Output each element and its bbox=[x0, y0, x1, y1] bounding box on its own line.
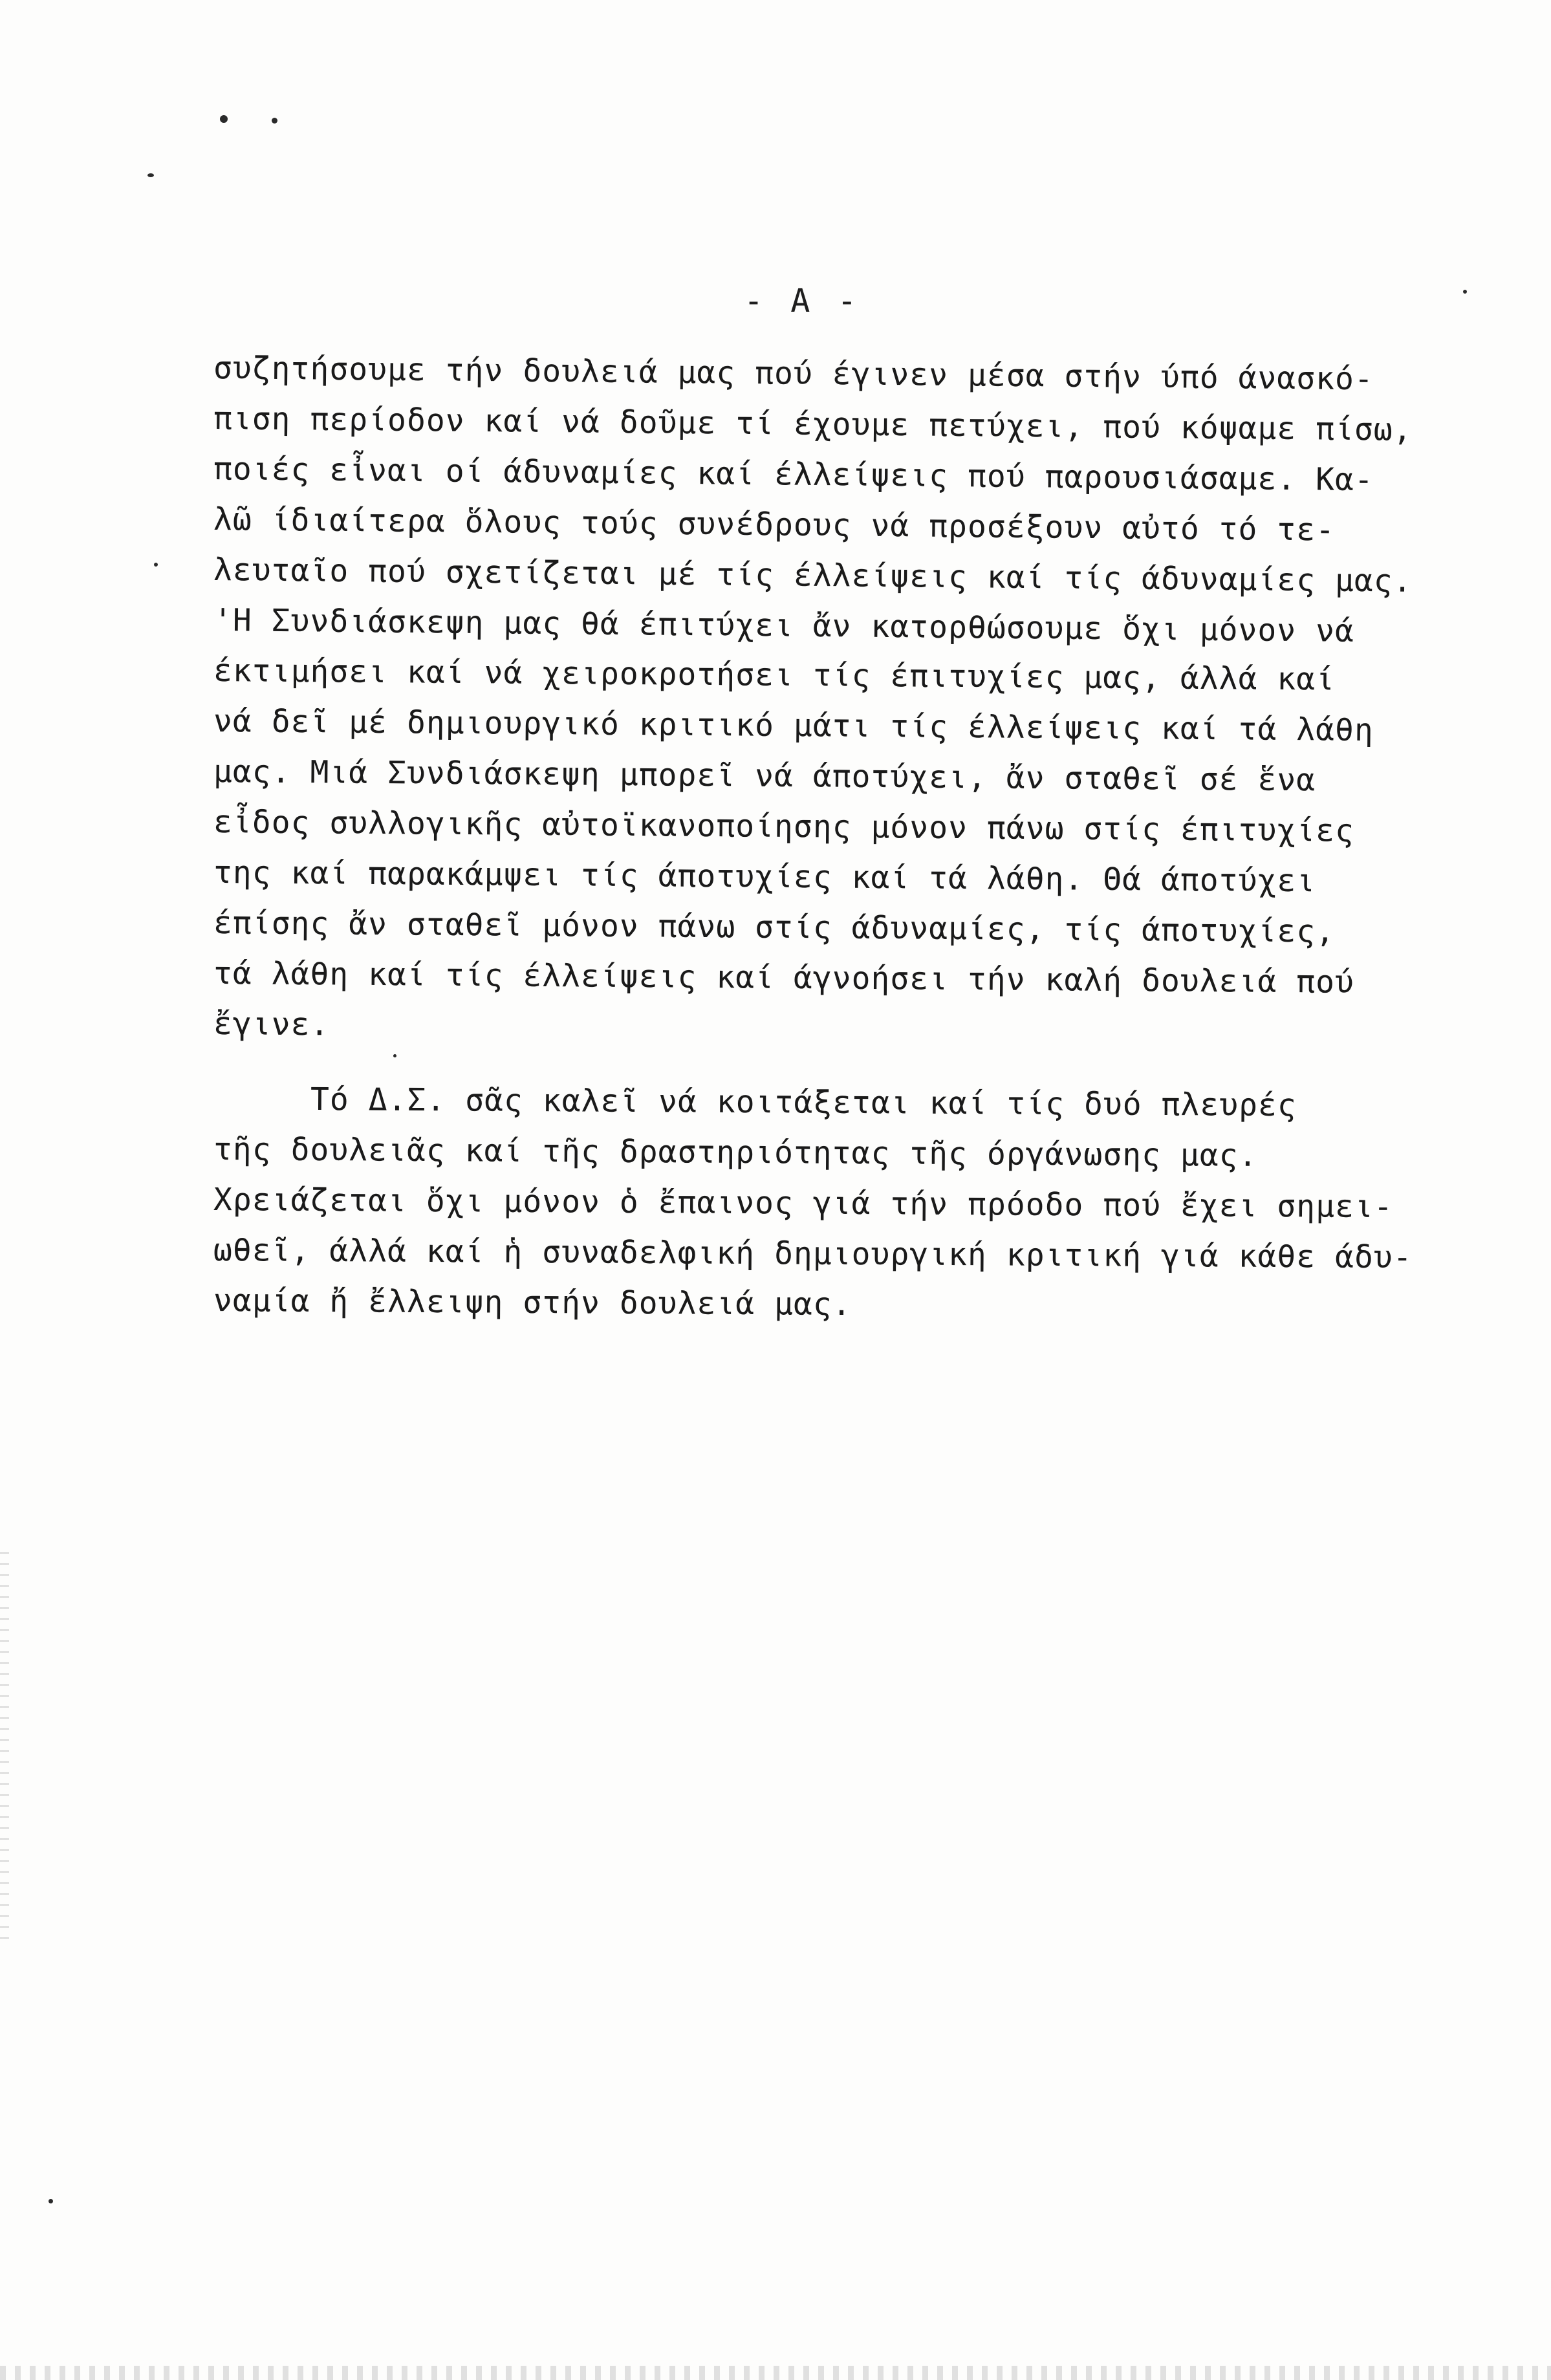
text-line: ναμία ἤ ἔλλειψη στήν δουλειά μας. bbox=[213, 1282, 852, 1323]
text-line: εἶδος συλλογικῆς αὐτοϊκανοποίησης μόνον πάνω στίς έπιτυχίες bbox=[213, 804, 1355, 849]
scan-speck bbox=[393, 1054, 396, 1057]
text-line: μας. Μιά Συνδιάσκεψη μπορεῖ νά άποτύχει, ἄν σταθεῖ σέ ἕνα bbox=[213, 753, 1316, 799]
text-line: της καί παρακάμψει τίς άποτυχίες καί τά λάθη. Θά άποτύχει bbox=[213, 854, 1316, 900]
scan-speck bbox=[147, 173, 154, 177]
page-number: - A - bbox=[744, 282, 861, 319]
text-line: λευταῖο πού σχετίζεται μέ τίς έλλείψεις καί τίς άδυναμίες μας. bbox=[213, 552, 1413, 600]
text-line: πιση περίοδον καί νά δοῦμε τί έχουμε πετύχει, πού κόψαμε πίσω, bbox=[213, 400, 1413, 448]
scan-speck bbox=[220, 115, 228, 123]
text-line: τῆς δουλειᾶς καί τῆς δραστηριότητας τῆς όργάνωσης μας. bbox=[213, 1131, 1258, 1174]
text-line: νά δεῖ μέ δημιουργικό κριτικό μάτι τίς έλλείψεις καί τά λάθη bbox=[213, 703, 1374, 749]
text-line: λῶ ίδιαίτερα ὅλους τούς συνέδρους νά προσέξουν αὐτό τό τε- bbox=[213, 501, 1336, 548]
text-line: ωθεῖ, άλλά καί ἡ συναδελφική δημιουργική κριτική γιά κάθε άδυ- bbox=[213, 1232, 1413, 1276]
text-line: έπίσης ἄν σταθεῖ μόνον πάνω στίς άδυναμίες, τίς άποτυχίες, bbox=[213, 905, 1336, 950]
paragraph-1 bbox=[213, 343, 1494, 1049]
text-line: έκτιμήσει καί νά χειροκροτήσει τίς έπιτυχίες μας, άλλά καί bbox=[213, 653, 1336, 698]
scan-speck bbox=[1463, 290, 1467, 294]
scan-edge-noise bbox=[0, 1552, 9, 1940]
text-line: Χρειάζεται ὅχι μόνον ὁ ἔπαινος γιά τήν πρόοδο πού ἔχει σημει- bbox=[213, 1182, 1393, 1226]
paragraph-2 bbox=[213, 1074, 1494, 1326]
scan-speck bbox=[154, 563, 158, 567]
text-line: συζητήσουμε τήν δουλειά μας πού έγινεν μέσα στήν ύπό άνασκό- bbox=[213, 350, 1374, 398]
text-line: 'Η Συνδιάσκεψη μας θά έπιτύχει ἄν κατορθώσουμε ὅχι μόνον νά bbox=[213, 602, 1355, 649]
text-line: τά λάθη καί τίς έλλείψεις καί άγνοήσει τήν καλή δουλειά πού bbox=[213, 955, 1355, 1001]
scan-speck bbox=[49, 2199, 53, 2203]
text-line: ἔγινε. bbox=[213, 1006, 330, 1043]
text-line: ποιές εἶναι οί άδυναμίες καί έλλείψεις πού παρουσιάσαμε. Κα- bbox=[213, 451, 1374, 499]
scan-bottom-noise bbox=[0, 2366, 1551, 2380]
text-line: Τό Δ.Σ. σᾶς καλεῖ νά κοιτάξεται καί τίς δυό πλευρές bbox=[310, 1081, 1297, 1124]
scan-speck bbox=[272, 118, 277, 124]
